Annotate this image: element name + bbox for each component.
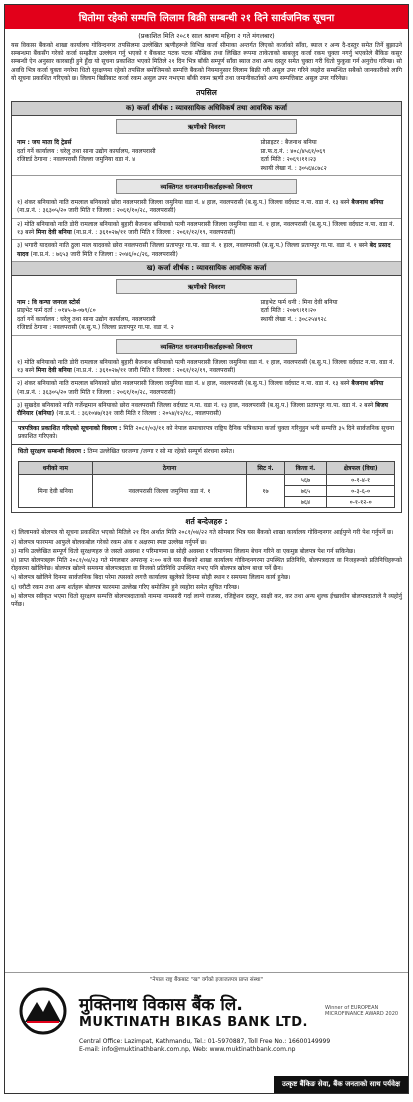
borrower-reg-date: दर्ता मिति : २०६९।११।२३ bbox=[260, 156, 317, 164]
section-a-heading: क) कर्जा शीर्षक : व्यावसायिक अधिविकर्ष तथा आवधिक कर्जा bbox=[12, 102, 401, 116]
guarantor-row: १) शंकर बनियाको नाति रामलाल बनियाको छोरा नवलपरासी जिल्ला जमुनिया वडा नं. ४ हाल, नवलपरासी (ब.सु.प.) जिल्ला वर्दघाट न.पा. वडा नं. १३ बस्ने बैजनाथ बनिया (ना.प्र.नं. : ३६३०५/२० जारी मिति र जिल्ला : २०६१/१०/२८, नवलपरासी) bbox=[12, 197, 401, 219]
borrower-reg: प्राइभेट फर्म दर्ता : ०१४५-७-०७९/८० bbox=[17, 307, 96, 315]
bank-name-nepali: मुक्तिनाथ विकास बैंक लि. bbox=[79, 995, 243, 1015]
email-web: E-mail: info@muktinathbank.com.np, Web: www.muktinathbank.com.np bbox=[79, 1046, 296, 1053]
borrower-proprietor: प्रोप्राइटर : बैजनाथ बनिया bbox=[260, 139, 317, 147]
col-sheet: सिट नं. bbox=[247, 462, 284, 475]
address-cell: नवलपरासी जिल्ला जमुनिया वडा नं. १ bbox=[92, 475, 247, 508]
tagline-bar: उत्कृष्ट बैंकिङ सेवा, बैंक जनताको साथ पर्यवेक्ष bbox=[274, 1076, 408, 1093]
borrower-office: दर्ता गर्ने कार्यालय : घरेलु तथा साना उद्योग कार्यालय, नवलपरासी bbox=[17, 315, 156, 323]
col-kitta: कित्ता नं. bbox=[284, 462, 327, 475]
newspaper-notice: पत्रपत्रिका प्रकाशित गरिएको सूचनाको विवरण : मिति २०८१/०३/११ को नेपाल समाचारपत्र राष्ट्रिय दैनिक पत्रिकामा कर्जा चुक्ता गरिनुहुन भनी सम्पत्ति ३५ दिने सार्वजनिक सूचना प्रकाशित गरिएको। bbox=[12, 422, 401, 446]
term-item: ६) धरौटी रकम तथा अन्य शर्तहरू बोलपत्र फारममा उल्लेख गरिए बमोजिम हुने व्यहोरा समेत सूचित गरिन्छ। bbox=[11, 583, 240, 591]
guarantor-row: १) मोति बनियाको नाति डोरी रामलाल बनियाको बुहारी बैजनाथ बनियाको पत्नी नवलपरासी जिल्ला जमुनिया वडा नं. १ हाल, नवलपरासी (ब.सु.प.) जिल्ला वर्दघाट न.पा. वडा नं. १३ बस्ने मिना देवी बनिया (ना.प्र.नं. : ३६१०२७/११ जारी मिति र जिल्ला : २०६१/१२/१९, नवलपरासी) bbox=[12, 357, 401, 379]
table-row bbox=[19, 475, 395, 486]
borrower-info-a bbox=[12, 137, 401, 176]
kitta-cell: ५६७ bbox=[284, 475, 327, 486]
owner-cell: मिना देवी बनिया bbox=[19, 475, 93, 508]
area-cell: ०-३-६-० bbox=[327, 486, 395, 497]
guarantor-row: २) मोति बनियाको नाति डोरी रामलाल बनियाको बुहारी बैजनाथ बनियाको पत्नी नवलपरासी जिल्ला जमुनिया वडा नं. १ हाल, नवलपरासी (ब.सु.प.) जिल्ला वर्दघाट न.पा. वडा नं. १३ बस्ने मिना देवी बनिया (ना.प्र.नं. : ३६१०२७/११ जारी मिति र जिल्ला : २०६१/१२/१९, नवलपरासी) bbox=[12, 219, 401, 241]
terms-heading: शर्त बन्देजहरु : bbox=[185, 517, 228, 527]
borrower-heading: ऋणीको विवरण bbox=[116, 279, 297, 294]
sheet-cell: १७ bbox=[247, 475, 284, 508]
tapsil-label: तपसिल bbox=[196, 88, 217, 98]
notice-page bbox=[4, 4, 409, 1094]
term-item: ७) बोलपत्र स्वीकृत भएमा धितो सुरक्षण सम्पत्ति बोलपत्रदाताको नाममा नामसारी गर्दा लाग्ने राजस्व, रजिष्ट्रेशन दस्तुर, साक्षी कर, कर तथा अन्य शुल्क ईच्छाधीन बोलपत्रदाताले नै व्यहोर्नु पर्नेछ। bbox=[11, 592, 402, 609]
terms-list bbox=[5, 529, 408, 609]
notice-title: धितोमा रहेको सम्पत्ति लिलाम बिक्री सम्बन्धी २१ दिने सार्वजनिक सूचना bbox=[5, 5, 408, 29]
borrower-pan: स्थायी लेखा नं. : ३०८२५४९२८ bbox=[260, 315, 327, 323]
property-table bbox=[18, 461, 395, 508]
bank-footer bbox=[5, 972, 408, 1093]
borrower-heading: ऋणीको विवरण bbox=[116, 119, 297, 134]
guarantor-heading: व्यक्तिगत धनजमानीकर्ताहरूको विवरण bbox=[116, 339, 297, 354]
central-office: Central Office: Lazimpat, Kathmandu, Tel.: 01-5970887, Toll Free No.: 16600149999 bbox=[79, 1038, 331, 1045]
col-owner: धनीको नाम bbox=[19, 462, 93, 475]
borrower-reg: प्रा.फ.द.नं. : ४०८/४५६१/०६९ bbox=[260, 147, 326, 155]
term-item: ३) माथि उल्लेखित सम्पूर्ण धितो सुरक्षणहरु जे जस्तो अवस्था र परिमाणमा छ सोही अवस्था र परिमाणमा लिलाम बेचन गरिने वा एकमुष्ठ बोलपत्र पेश गर्न सकिनेछ। bbox=[11, 547, 356, 555]
borrower-reg-date: दर्ता मिति : २०७९।११।२० bbox=[260, 307, 317, 315]
term-item: ५) बोलपत्र खोलिने दिनमा सार्वजनिक बिदा परेमा त्यसको लगत्तै कार्यालय खुलेको दिनमा सोही स्थान र समयमा लिलाम कार्य हुनेछ। bbox=[11, 574, 291, 582]
borrower-name: नाम : वि कन्या जनरल स्टोर्स bbox=[17, 298, 80, 306]
loan-details-box bbox=[11, 101, 402, 513]
area-cell: ०-१-१२-० bbox=[327, 497, 395, 508]
award-badge: Winner of EUROPEAN MICROFINANCE AWARD 2020 bbox=[325, 1005, 399, 1017]
kitta-cell: ७६५ bbox=[284, 486, 327, 497]
contact-info bbox=[5, 1036, 408, 1054]
area-cell: ०-१-४-१ bbox=[327, 475, 395, 486]
intro-paragraph: यस विकास बैंकको शाखा कार्यालय गोविन्दनगर तपसिलमा उल्लेखित ऋणीहरूले विभिन्न कर्जा सीमाका अन्तर्गत लिएको कर्जाको साँवा, ब्याज र अन्य दै-दस्तुर समेत तिर्ने बुझाउने सम्बन्धमा बैंकसँग गरेको कर्जा सम्झौता उल्लंघन गर्नु भएको र बैंकबाट पटक पटक मौखिक तथा लिखित रूपमा ताकेताको बाबजुद कर्जा रकम चुक्ता नगर्नु भएकोले बैंकिङ कसुर सम्बन्धी ऐन अनुसार कारबाही हुने हुँदा यो सूचना प्रकाशित भएको मितिले २१ दिन भित्र बाँकी सम्पूर्ण साँवा ब्याज तथा अन्य दस्तुर समेत चुक्ता गरी धितो फुकुवा गर्न अनुरोध गरिन्छ। सो अवधि भित्र कर्जा चुक्ता नगरेमा धितो सुरक्षणमा रहेको तपसिल बमोजिमको सम्पत्ति बैंकको नियमानुसार लिलाम बिक्री गरी असुल उपर गरिने व्यहोरा सम्बन्धित सबैको जानकारीको लागि यो सूचना प्रकाशित गरिएको छ। लिलाम बिक्रीबाट कर्जा रकम असुल उपर नभएमा बाँकी रकम ऋणी तथा जमानीकर्ताको अन्य सम्पत्तिबाट असुल उपर गरिनेछ। bbox=[11, 42, 402, 82]
bank-logo-icon bbox=[13, 986, 73, 1036]
col-address: ठेगाना bbox=[92, 462, 247, 475]
bank-slogan: "नेपाल राष्ट्र बैंकबाट "ख" वर्गको इजाजतपत्र प्राप्त संस्था" bbox=[149, 977, 264, 983]
property-heading: धितो सुरक्षण सम्बन्धी विवरण : तिम्न उल्लेखित घरजग्गा /जग्गा र सो मा रहेको सम्पूर्ण संरचना समेत। bbox=[18, 448, 235, 456]
borrower-info-b bbox=[12, 297, 401, 336]
borrower-office: दर्ता गर्ने कार्यालय : घरेलु तथा साना उद्योग कार्यालय, नवलपरासी bbox=[17, 147, 156, 155]
borrower-pan: स्थायी लेखा नं. : ३०५६४८७८२ bbox=[260, 164, 327, 172]
guarantor-row: २) शंकर बनियाको नाति रामलाल बनियाको छोरा नवलपरासी जिल्ला जमुनिया वडा नं. ४ हाल, नवलपरासी (ब.सु.प.) जिल्ला वर्दघाट न.पा. वडा नं. १३ बस्ने बैजनाथ बनिया (ना.प्र.नं. : ३६३०५/२० जारी मिति र जिल्ला : २०६१/१०/२८, नवलपरासी) bbox=[12, 378, 401, 400]
guarantor-heading: व्यक्तिगत धनजमानीकर्ताहरूको विवरण bbox=[116, 179, 297, 194]
term-item: १) लिलामको बोलपत्र यो सूचना प्रकाशित भएको मितिले २१ दिन अर्थात मिति २०८१/०४/२२ गते सोमबार भित्र यस बैंकको शाखा कार्यालय गोविन्दनगर आईपुग्ने गरी पेश गर्नुपर्ने छ। bbox=[11, 529, 394, 537]
guarantor-row: ३) भगारी यादवको नाति ठुला माल यादवको छोरा नवलपरासी जिल्ला प्रतापपुर गा.पा. वडा नं. १ हाल, नवलपरासी (ब.सु.प.) जिल्ला प्रतापपुर गा.पा. वडा नं. १ बस्ने बेद प्रसाद यादव (ना.प्र.नं. : ७६५३ जारी मिति र जिल्ला : २०४६/०८/२६, नवलपरासी) bbox=[12, 240, 401, 262]
term-item: २) बोलपत्र फारममा आफुले बोलकबोल गरेको रकम अंक र अक्षरमा स्पष्ट उल्लेख गर्नुपर्ने छ। bbox=[11, 538, 207, 546]
bank-identity bbox=[5, 983, 408, 1036]
kitta-cell: ७६४ bbox=[284, 497, 327, 508]
publication-date: (प्रकाशित मिति २०८१ साल श्रावण महिना २ गते मंगलबार) bbox=[138, 32, 275, 40]
term-item: ४) प्राप्त बोलपत्रहरू मिति २०८१/०४/२३ गते मंगलबार अपरान्ह २:०० बजे यस बैंकको शाखा कार्यालय गोविन्दनगरमा उपस्थित प्रतिनिधि, बोलपत्रदाता वा निजहरूको प्रतिनिधिहरूको रोहवरमा खोलिनेछ। बोलपत्र खोल्ने समयमा बोलपत्रदाता वा निजको प्रतिनिधि उपस्थित नभए पनि बोलपत्र खोल्न बाधा पर्ने छैन। bbox=[11, 557, 402, 573]
borrower-proprietor: प्राइभेट फर्म धनी : मिना देवी बनिया bbox=[260, 298, 338, 306]
borrower-address: रजिष्टर्ड ठेगाना : नवलपरासी जिल्ला जमुनिया वडा नं. ४ bbox=[17, 156, 136, 164]
section-b-heading: ख) कर्जा शीर्षक : व्यावसायिक आवधिक कर्जा bbox=[12, 262, 401, 276]
borrower-name: नाम : जय माता दि ट्रेडर्स bbox=[17, 139, 72, 147]
col-area: क्षेत्रफल (विघा) bbox=[327, 462, 395, 475]
borrower-address: रजिष्टर्ड ठेगाना : नवलपरासी (ब.सु.प.) जिल्ला प्रतापपुर गा.पा. वडा नं. २ bbox=[17, 324, 174, 332]
guarantor-row: ३) सुखदेव बनियाको नाति गर्जेन्द्रमान बनियाको छोरा नवलपरासी जिल्ला वर्दघाट न.पा. वडा नं. १३ हाल, नवलपरासी (ब.सु.प.) जिल्ला प्रतापपुर गा.पा. वडा नं. २ बस्ने बिजय रौनियार (बनिया) (ना.प्र.नं. : ३६१०४७/१३१ जारी मिति र जिल्ला : २०५४/१२/१८, नवलपरासी) bbox=[12, 400, 401, 422]
bank-name-english: MUKTINATH BIKAS BANK LTD. bbox=[79, 1015, 308, 1030]
